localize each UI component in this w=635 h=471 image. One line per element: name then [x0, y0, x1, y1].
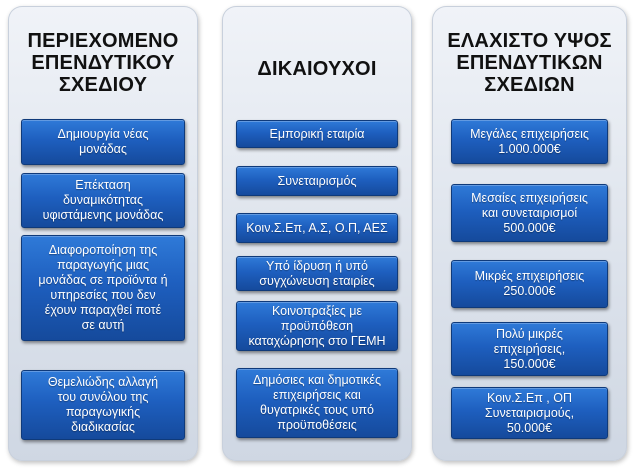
beneficiaries-column — [222, 6, 412, 461]
beneficiary-public-municipal: Δημόσιες και δημοτικές επιχειρήσεις και θυγατρικές τους υπό προϋποθέσεις — [236, 368, 398, 438]
amount-small-enterprises: Μικρές επιχειρήσεις 250.000€ — [451, 260, 608, 308]
minimum-amount-column — [432, 6, 627, 461]
beneficiary-social-enterprises: Κοιν.Σ.Επ, Α.Σ, Ο.Π, ΑΕΣ — [236, 213, 398, 243]
content-column — [8, 6, 198, 461]
amount-large-enterprises: Μεγάλες επιχειρήσεις 1.000.000€ — [451, 119, 608, 164]
minimum-amount-column-title: ΕΛΑΧΙΣΤΟ ΥΨΟΣ ΕΠΕΝΔΥΤΙΚΩΝ ΣΧΕΔΙΩΝ — [447, 30, 612, 96]
beneficiaries-column-title: ΔΙΚΑΙΟΥΧΟΙ — [257, 58, 377, 80]
content-column-title: ΠΕΡΙΕΧΟΜΕΝΟ ΕΠΕΝΔΥΤΙΚΟΥ ΣΧΕΔΙΟΥ — [27, 30, 179, 96]
beneficiary-cooperative: Συνεταιρισμός — [236, 166, 398, 196]
content-item-new-unit: Δημιουργία νέας μονάδας — [21, 119, 185, 165]
amount-micro-enterprises: Πολύ μικρές επιχειρήσεις, 150.000€ — [451, 322, 608, 376]
beneficiary-commercial-company: Εμπορική εταιρία — [236, 120, 398, 148]
amount-social-enterprises: Κοιν.Σ.Επ , ΟΠ Συνεταιρισμούς, 50.000€ — [451, 387, 608, 439]
content-item-fundamental-change: Θεμελιώδης αλλαγή του συνόλου της παραγωγικής διαδικασίας — [21, 370, 185, 440]
amount-medium-enterprises: Μεσαίες επιχειρήσεις και συνεταιρισμοί 500.000€ — [451, 184, 608, 242]
content-item-diversification: Διαφοροποίηση της παραγωγής μιας μονάδας σε προϊόντα ή υπηρεσίες που δεν έχουν παραχθεί ποτέ σε αυτή — [21, 235, 185, 341]
beneficiary-joint-ventures: Κοινοπραξίες με προϋπόθεση καταχώρησης στο ΓΕΜΗ — [236, 301, 398, 351]
beneficiary-under-formation: Υπό ίδρυση ή υπό συγχώνευση εταιρίες — [236, 256, 398, 291]
content-item-capacity-expansion: Επέκταση δυναμικότητας υφιστάμενης μονάδας — [21, 173, 185, 228]
